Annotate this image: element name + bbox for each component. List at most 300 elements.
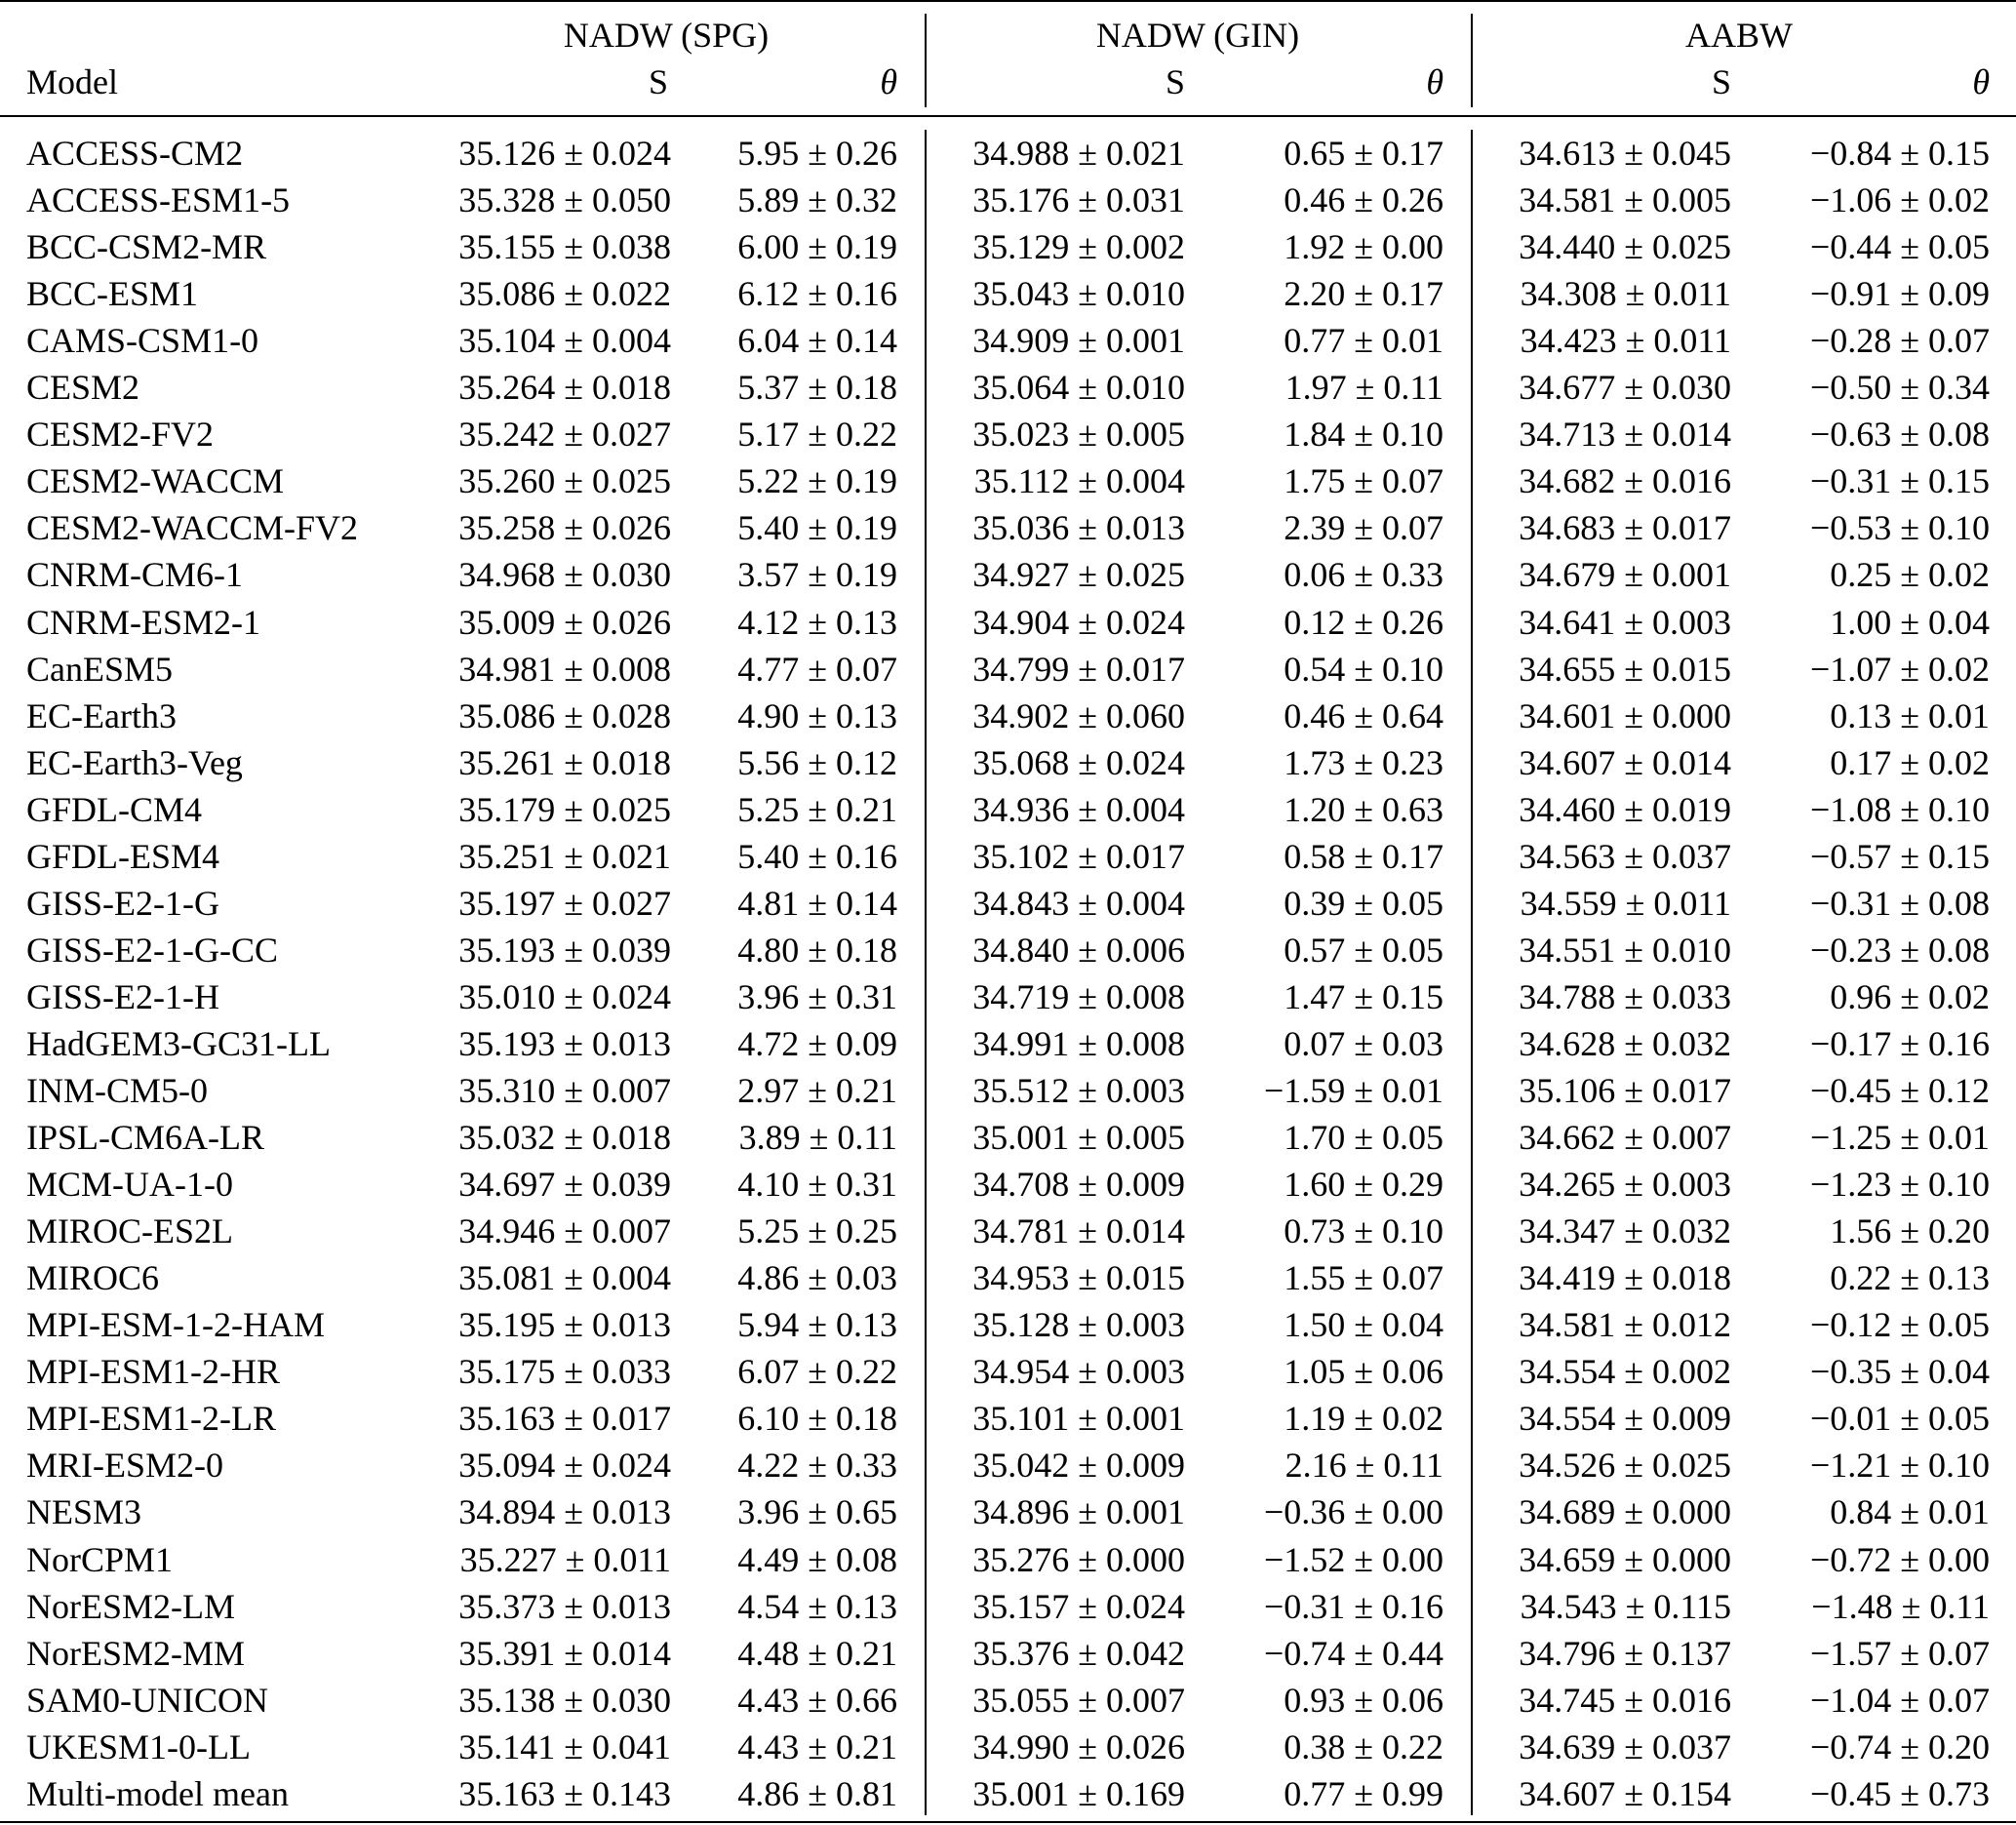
cell-theta-gin: 1.60 ± 0.29: [1284, 1165, 1443, 1205]
cell-theta-gin: 1.05 ± 0.06: [1284, 1352, 1443, 1392]
cell-theta-spg: 3.96 ± 0.31: [737, 976, 897, 1016]
cell-theta-aabw: −1.21 ± 0.10: [1809, 1446, 1990, 1486]
cell-s-aabw: 34.543 ± 0.115: [1520, 1586, 1731, 1626]
cell-theta-gin: 0.77 ± 0.01: [1284, 321, 1443, 361]
cell-theta-spg: 5.94 ± 0.13: [737, 1305, 897, 1345]
cell-s-aabw: 34.682 ± 0.016: [1519, 461, 1731, 501]
cell-s-aabw: 34.689 ± 0.000: [1519, 1492, 1731, 1532]
cell-s-spg: 35.193 ± 0.039: [458, 930, 671, 970]
cell-s-aabw: 34.679 ± 0.001: [1519, 555, 1731, 595]
cell-s-gin: 35.512 ± 0.003: [972, 1071, 1185, 1110]
cell-theta-aabw: −0.17 ± 0.16: [1809, 1023, 1990, 1063]
table-row: [0, 1726, 2016, 1776]
cell-s-gin: 35.102 ± 0.017: [972, 836, 1185, 876]
table-row: [0, 1260, 2016, 1307]
cell-theta-gin: 0.73 ± 0.10: [1284, 1211, 1443, 1251]
cell-theta-aabw: 0.96 ± 0.02: [1830, 976, 1990, 1016]
table-row: [0, 1494, 2016, 1541]
group-header-nadw-spg: NADW (SPG): [563, 16, 770, 55]
cell-s-aabw: 34.659 ± 0.000: [1519, 1539, 1731, 1579]
cell-model: ACCESS-CM2: [26, 134, 244, 173]
cell-s-gin: 35.023 ± 0.005: [972, 415, 1185, 455]
cell-s-aabw: 34.526 ± 0.025: [1519, 1446, 1731, 1486]
cell-theta-gin: 2.39 ± 0.07: [1284, 508, 1443, 548]
cell-theta-aabw: −1.04 ± 0.07: [1809, 1680, 1990, 1720]
table-row: [0, 1307, 2016, 1354]
table-row: [0, 1401, 2016, 1448]
cell-model: BCC-ESM1: [26, 274, 199, 314]
cell-theta-gin: 1.70 ± 0.05: [1284, 1118, 1443, 1158]
cell-model: CESM2: [26, 368, 140, 408]
cell-theta-spg: 5.40 ± 0.19: [737, 508, 897, 548]
cell-theta-aabw: 0.17 ± 0.02: [1830, 742, 1990, 782]
cell-model: CESM2-WACCM-FV2: [26, 508, 359, 548]
cell-s-spg: 35.197 ± 0.027: [458, 883, 671, 923]
cell-theta-gin: 0.93 ± 0.06: [1284, 1680, 1443, 1720]
cell-model: MIROC6: [26, 1258, 160, 1298]
table-row: [0, 695, 2016, 745]
cell-s-aabw: 34.677 ± 0.030: [1519, 368, 1731, 408]
cell-s-spg: 35.010 ± 0.024: [458, 976, 671, 1016]
cell-model: INM-CM5-0: [26, 1071, 208, 1110]
cell-s-aabw: 34.440 ± 0.025: [1519, 227, 1731, 267]
cell-theta-aabw: −0.53 ± 0.10: [1809, 508, 1990, 548]
cell-s-spg: 34.946 ± 0.007: [458, 1211, 671, 1251]
cell-s-spg: 35.242 ± 0.027: [458, 415, 671, 455]
cell-theta-spg: 5.95 ± 0.26: [737, 134, 897, 173]
cell-s-gin: 34.799 ± 0.017: [972, 649, 1185, 689]
cell-model: CanESM5: [26, 649, 174, 689]
cell-model: GFDL-ESM4: [26, 836, 220, 876]
cell-s-gin: 34.781 ± 0.014: [972, 1211, 1185, 1251]
column-separator-spg-gin-header: [925, 14, 927, 107]
cell-s-spg: 35.163 ± 0.017: [458, 1399, 671, 1439]
column-header-theta-aabw: θ: [1972, 62, 1990, 101]
cell-theta-aabw: −0.28 ± 0.07: [1809, 321, 1990, 361]
table-row: [0, 1167, 2016, 1213]
cell-model: CNRM-CM6-1: [26, 555, 244, 595]
cell-theta-aabw: 0.25 ± 0.02: [1830, 555, 1990, 595]
cell-theta-spg: 6.07 ± 0.22: [737, 1352, 897, 1392]
column-header-s-gin: S: [1165, 62, 1186, 101]
table-row: [0, 742, 2016, 792]
cell-theta-gin: −0.74 ± 0.44: [1263, 1633, 1443, 1673]
cell-s-aabw: 34.613 ± 0.045: [1519, 134, 1731, 173]
cell-s-aabw: 34.554 ± 0.009: [1519, 1399, 1731, 1439]
cell-s-spg: 34.894 ± 0.013: [458, 1492, 671, 1532]
cell-s-gin: 34.988 ± 0.021: [972, 134, 1185, 173]
cell-theta-spg: 4.54 ± 0.13: [737, 1586, 897, 1626]
cell-s-spg: 35.175 ± 0.033: [458, 1352, 671, 1392]
cell-theta-spg: 4.49 ± 0.08: [737, 1539, 897, 1579]
table-row: [0, 1773, 2016, 1823]
column-separator-gin-aabw-header: [1471, 14, 1473, 107]
table-row: [0, 883, 2016, 932]
cell-s-gin: 35.064 ± 0.010: [972, 368, 1185, 408]
table-row: [0, 510, 2016, 557]
cell-theta-aabw: −0.91 ± 0.09: [1809, 274, 1990, 314]
cell-s-spg: 35.193 ± 0.013: [458, 1023, 671, 1063]
cell-theta-aabw: 1.56 ± 0.20: [1830, 1211, 1990, 1251]
cell-theta-spg: 5.89 ± 0.32: [737, 180, 897, 220]
cell-model: MPI-ESM1-2-LR: [26, 1399, 277, 1439]
cell-s-spg: 35.373 ± 0.013: [458, 1586, 671, 1626]
cell-s-spg: 35.227 ± 0.011: [459, 1539, 671, 1579]
cell-model: GISS-E2-1-G: [26, 883, 219, 923]
cell-theta-gin: 1.20 ± 0.63: [1284, 789, 1443, 829]
cell-s-gin: 35.001 ± 0.169: [972, 1773, 1185, 1813]
table-row: [0, 1354, 2016, 1401]
column-header-s-aabw: S: [1711, 62, 1732, 101]
cell-s-gin: 35.101 ± 0.001: [972, 1399, 1185, 1439]
cell-s-aabw: 34.655 ± 0.015: [1519, 649, 1731, 689]
table-row: [0, 276, 2016, 323]
cell-model: MRI-ESM2-0: [26, 1446, 224, 1486]
cell-model: BCC-CSM2-MR: [26, 227, 267, 267]
cell-theta-spg: 2.97 ± 0.21: [737, 1071, 897, 1110]
cell-s-spg: 35.141 ± 0.041: [458, 1726, 671, 1766]
cell-model: CESM2-WACCM: [26, 461, 285, 501]
cell-s-spg: 35.264 ± 0.018: [458, 368, 671, 408]
cell-s-aabw: 34.683 ± 0.017: [1519, 508, 1731, 548]
cell-s-aabw: 34.265 ± 0.003: [1519, 1165, 1731, 1205]
cell-theta-spg: 4.72 ± 0.09: [737, 1023, 897, 1063]
cell-theta-spg: 4.77 ± 0.07: [737, 649, 897, 689]
table-row: [0, 1448, 2016, 1494]
cell-theta-aabw: 0.13 ± 0.01: [1830, 695, 1990, 735]
cell-s-spg: 34.968 ± 0.030: [458, 555, 671, 595]
cell-theta-aabw: −0.63 ± 0.08: [1809, 415, 1990, 455]
cell-s-spg: 35.310 ± 0.007: [458, 1071, 671, 1110]
cell-theta-spg: 6.04 ± 0.14: [737, 321, 897, 361]
table-row: [0, 1073, 2016, 1120]
cell-theta-spg: 5.37 ± 0.18: [737, 368, 897, 408]
cell-s-aabw: 34.745 ± 0.016: [1519, 1680, 1731, 1720]
cell-model: NorESM2-LM: [26, 1586, 235, 1626]
cell-s-spg: 35.260 ± 0.025: [458, 461, 671, 501]
cell-theta-spg: 3.89 ± 0.11: [738, 1118, 897, 1158]
cell-model: IPSL-CM6A-LR: [26, 1118, 265, 1158]
cell-theta-gin: 0.39 ± 0.05: [1284, 883, 1443, 923]
cell-theta-gin: −1.59 ± 0.01: [1263, 1071, 1443, 1110]
cell-theta-aabw: −0.23 ± 0.08: [1809, 930, 1990, 970]
table-row: [0, 1586, 2016, 1636]
cell-theta-spg: 4.43 ± 0.66: [737, 1680, 897, 1720]
cell-theta-aabw: −0.57 ± 0.15: [1809, 836, 1990, 876]
cell-theta-gin: 1.73 ± 0.23: [1284, 742, 1443, 782]
cell-s-spg: 35.328 ± 0.050: [458, 180, 671, 220]
cell-s-aabw: 34.460 ± 0.019: [1519, 789, 1731, 829]
cell-s-aabw: 34.639 ± 0.037: [1519, 1726, 1731, 1766]
cell-s-spg: 35.195 ± 0.013: [458, 1305, 671, 1345]
cell-s-aabw: 34.581 ± 0.012: [1519, 1305, 1731, 1345]
cell-theta-gin: 0.46 ± 0.26: [1284, 180, 1443, 220]
cell-s-gin: 35.112 ± 0.004: [973, 461, 1185, 501]
cell-s-gin: 35.036 ± 0.013: [972, 508, 1185, 548]
cell-s-gin: 34.954 ± 0.003: [972, 1352, 1185, 1392]
cell-s-gin: 35.276 ± 0.000: [972, 1539, 1185, 1579]
cell-theta-spg: 4.12 ± 0.13: [737, 602, 897, 642]
cell-s-aabw: 34.347 ± 0.032: [1519, 1211, 1731, 1251]
cell-s-gin: 35.176 ± 0.031: [972, 180, 1185, 220]
cell-theta-aabw: −1.23 ± 0.10: [1809, 1165, 1990, 1205]
cell-model: MIROC-ES2L: [26, 1211, 234, 1251]
header-rule: [0, 115, 2016, 117]
cell-theta-aabw: −0.84 ± 0.15: [1809, 134, 1990, 173]
cell-theta-gin: 0.46 ± 0.64: [1284, 695, 1443, 735]
cell-s-spg: 35.391 ± 0.014: [458, 1633, 671, 1673]
cell-theta-gin: 1.50 ± 0.04: [1284, 1305, 1443, 1345]
table-row: [0, 1680, 2016, 1729]
table-row: [0, 1023, 2016, 1073]
cell-s-gin: 35.157 ± 0.024: [972, 1586, 1185, 1626]
cell-theta-gin: 2.20 ± 0.17: [1284, 274, 1443, 314]
cell-s-aabw: 34.563 ± 0.037: [1519, 836, 1731, 876]
cell-theta-aabw: 0.84 ± 0.01: [1830, 1492, 1990, 1532]
cell-theta-aabw: −0.35 ± 0.04: [1809, 1352, 1990, 1392]
cell-theta-gin: 1.19 ± 0.02: [1284, 1399, 1443, 1439]
cell-s-aabw: 34.308 ± 0.011: [1520, 274, 1731, 314]
cell-s-gin: 34.719 ± 0.008: [972, 976, 1185, 1016]
cell-theta-spg: 4.22 ± 0.33: [737, 1446, 897, 1486]
cell-theta-gin: 0.57 ± 0.05: [1284, 930, 1443, 970]
cell-theta-spg: 4.48 ± 0.21: [737, 1633, 897, 1673]
cell-s-gin: 34.991 ± 0.008: [972, 1023, 1185, 1063]
cell-s-aabw: 34.423 ± 0.011: [1520, 321, 1731, 361]
cell-theta-aabw: 1.00 ± 0.04: [1830, 602, 1990, 642]
cell-model: CAMS-CSM1-0: [26, 321, 259, 361]
cell-theta-spg: 5.22 ± 0.19: [737, 461, 897, 501]
cell-s-gin: 34.843 ± 0.004: [972, 883, 1185, 923]
cell-s-spg: 34.981 ± 0.008: [458, 649, 671, 689]
cell-s-aabw: 34.607 ± 0.014: [1519, 742, 1731, 782]
cell-s-aabw: 34.788 ± 0.033: [1519, 976, 1731, 1016]
table-row: [0, 557, 2016, 604]
cell-s-gin: 35.055 ± 0.007: [972, 1680, 1185, 1720]
cell-theta-aabw: −1.07 ± 0.02: [1809, 649, 1990, 689]
cell-s-aabw: 34.559 ± 0.011: [1520, 883, 1731, 923]
cell-s-spg: 35.086 ± 0.028: [458, 695, 671, 735]
cell-model: NorCPM1: [26, 1539, 174, 1579]
table-row: [0, 649, 2016, 698]
cell-s-spg: 35.126 ± 0.024: [458, 134, 671, 173]
cell-theta-gin: 1.55 ± 0.07: [1284, 1258, 1443, 1298]
cell-theta-gin: 0.58 ± 0.17: [1284, 836, 1443, 876]
cell-s-aabw: 34.607 ± 0.154: [1519, 1773, 1731, 1813]
cell-theta-aabw: −0.12 ± 0.05: [1809, 1305, 1990, 1345]
table-row: [0, 463, 2016, 510]
cell-theta-spg: 5.25 ± 0.25: [737, 1211, 897, 1251]
cell-s-spg: 35.251 ± 0.021: [458, 836, 671, 876]
cell-theta-spg: 5.17 ± 0.22: [737, 415, 897, 455]
cell-theta-gin: 0.38 ± 0.22: [1284, 1726, 1443, 1766]
cell-s-gin: 34.902 ± 0.060: [972, 695, 1185, 735]
cell-s-gin: 34.904 ± 0.024: [972, 602, 1185, 642]
table-row: [0, 417, 2016, 463]
cell-theta-spg: 3.57 ± 0.19: [737, 555, 897, 595]
cell-s-aabw: 34.554 ± 0.002: [1519, 1352, 1731, 1392]
table-row: [0, 932, 2016, 979]
cell-theta-gin: 0.07 ± 0.03: [1284, 1023, 1443, 1063]
cell-model: UKESM1-0-LL: [26, 1726, 251, 1766]
cell-theta-aabw: −0.72 ± 0.00: [1809, 1539, 1990, 1579]
column-header-model: Model: [26, 62, 118, 101]
cell-theta-spg: 5.40 ± 0.16: [737, 836, 897, 876]
cell-theta-aabw: −0.74 ± 0.20: [1809, 1726, 1990, 1766]
cell-theta-gin: 2.16 ± 0.11: [1285, 1446, 1443, 1486]
cell-s-spg: 35.155 ± 0.038: [458, 227, 671, 267]
cell-model: CESM2-FV2: [26, 415, 215, 455]
cell-s-spg: 35.086 ± 0.022: [458, 274, 671, 314]
cell-s-aabw: 34.419 ± 0.018: [1519, 1258, 1731, 1298]
cell-s-aabw: 34.796 ± 0.137: [1519, 1633, 1731, 1673]
cell-s-gin: 35.129 ± 0.002: [972, 227, 1185, 267]
column-header-theta-gin: θ: [1426, 62, 1443, 101]
cell-theta-gin: 0.12 ± 0.26: [1284, 602, 1443, 642]
cell-s-gin: 35.043 ± 0.010: [972, 274, 1185, 314]
cell-s-spg: 35.261 ± 0.018: [458, 742, 671, 782]
cell-theta-gin: −1.52 ± 0.00: [1263, 1539, 1443, 1579]
cell-theta-aabw: −1.48 ± 0.11: [1811, 1586, 1990, 1626]
table-row: [0, 836, 2016, 886]
cell-theta-aabw: −0.45 ± 0.12: [1809, 1071, 1990, 1110]
cell-theta-spg: 4.10 ± 0.31: [737, 1165, 897, 1205]
cell-model: ACCESS-ESM1-5: [26, 180, 291, 220]
cell-theta-aabw: −0.31 ± 0.08: [1809, 883, 1990, 923]
group-header-nadw-gin: NADW (GIN): [1095, 16, 1300, 55]
cell-s-gin: 35.376 ± 0.042: [972, 1633, 1185, 1673]
cell-s-spg: 35.032 ± 0.018: [458, 1118, 671, 1158]
cell-s-spg: 35.009 ± 0.026: [458, 602, 671, 642]
cell-s-spg: 34.697 ± 0.039: [458, 1165, 671, 1205]
cell-s-aabw: 34.713 ± 0.014: [1519, 415, 1731, 455]
table-row: [0, 1120, 2016, 1167]
cell-s-gin: 35.001 ± 0.005: [972, 1118, 1185, 1158]
cell-theta-gin: 1.84 ± 0.10: [1284, 415, 1443, 455]
cell-s-gin: 34.909 ± 0.001: [972, 321, 1185, 361]
cell-s-aabw: 35.106 ± 0.017: [1519, 1071, 1731, 1110]
cell-theta-spg: 4.86 ± 0.03: [737, 1258, 897, 1298]
cell-theta-gin: 0.54 ± 0.10: [1284, 649, 1443, 689]
cell-theta-aabw: −0.31 ± 0.15: [1809, 461, 1990, 501]
cell-theta-spg: 4.90 ± 0.13: [737, 695, 897, 735]
table-row: [0, 136, 2016, 182]
column-header-theta-spg: θ: [880, 62, 897, 101]
cell-theta-gin: 0.06 ± 0.33: [1284, 555, 1443, 595]
table-row: [0, 182, 2016, 229]
cell-theta-gin: 0.65 ± 0.17: [1284, 134, 1443, 173]
cell-theta-spg: 6.00 ± 0.19: [737, 227, 897, 267]
cell-theta-aabw: −0.44 ± 0.05: [1809, 227, 1990, 267]
cell-theta-aabw: −1.25 ± 0.01: [1809, 1118, 1990, 1158]
cell-s-gin: 34.708 ± 0.009: [972, 1165, 1185, 1205]
cell-theta-spg: 4.81 ± 0.14: [737, 883, 897, 923]
cell-s-gin: 34.840 ± 0.006: [972, 930, 1185, 970]
cell-s-aabw: 34.601 ± 0.000: [1519, 695, 1731, 735]
cell-s-gin: 34.936 ± 0.004: [972, 789, 1185, 829]
cell-s-gin: 34.896 ± 0.001: [972, 1492, 1185, 1532]
cell-theta-spg: 5.25 ± 0.21: [737, 789, 897, 829]
table-row: [0, 1539, 2016, 1589]
cell-model: NorESM2-MM: [26, 1633, 246, 1673]
cell-s-spg: 35.081 ± 0.004: [458, 1258, 671, 1298]
cell-s-gin: 35.068 ± 0.024: [972, 742, 1185, 782]
cell-theta-aabw: −0.01 ± 0.05: [1809, 1399, 1990, 1439]
cell-model: EC-Earth3-Veg: [26, 742, 243, 782]
cell-theta-aabw: −1.08 ± 0.10: [1809, 789, 1990, 829]
cell-s-spg: 35.138 ± 0.030: [458, 1680, 671, 1720]
cell-theta-gin: 0.77 ± 0.99: [1284, 1773, 1443, 1813]
cell-theta-aabw: −0.50 ± 0.34: [1809, 368, 1990, 408]
cell-s-spg: 35.163 ± 0.143: [458, 1773, 671, 1813]
cell-model: EC-Earth3: [26, 695, 177, 735]
group-header-aabw: AABW: [1685, 16, 1793, 55]
cell-theta-gin: −0.36 ± 0.00: [1263, 1492, 1443, 1532]
cell-s-aabw: 34.628 ± 0.032: [1519, 1023, 1731, 1063]
cell-model: MPI-ESM-1-2-HAM: [26, 1305, 325, 1345]
cell-s-spg: 35.258 ± 0.026: [458, 508, 671, 548]
cell-s-gin: 35.042 ± 0.009: [972, 1446, 1185, 1486]
cell-s-aabw: 34.662 ± 0.007: [1519, 1118, 1731, 1158]
cell-model: MPI-ESM1-2-HR: [26, 1352, 281, 1392]
cell-s-gin: 34.953 ± 0.015: [972, 1258, 1185, 1298]
cell-theta-aabw: 0.22 ± 0.13: [1830, 1258, 1990, 1298]
table-row: [0, 323, 2016, 370]
cell-s-gin: 34.990 ± 0.026: [972, 1726, 1185, 1766]
cell-s-spg: 35.179 ± 0.025: [458, 789, 671, 829]
cell-theta-spg: 4.86 ± 0.81: [737, 1773, 897, 1813]
cell-s-aabw: 34.551 ± 0.010: [1519, 930, 1731, 970]
cell-theta-aabw: −1.57 ± 0.07: [1809, 1633, 1990, 1673]
cell-model: GFDL-CM4: [26, 789, 203, 829]
table-row: [0, 789, 2016, 839]
cell-s-spg: 35.094 ± 0.024: [458, 1446, 671, 1486]
cell-model: Multi-model mean: [26, 1773, 289, 1813]
column-header-s-spg: S: [648, 62, 669, 101]
cell-theta-spg: 6.12 ± 0.16: [737, 274, 897, 314]
cell-s-aabw: 34.641 ± 0.003: [1519, 602, 1731, 642]
cell-theta-spg: 6.10 ± 0.18: [737, 1399, 897, 1439]
cell-model: CNRM-ESM2-1: [26, 602, 261, 642]
cell-s-aabw: 34.581 ± 0.005: [1519, 180, 1731, 220]
cell-theta-spg: 4.43 ± 0.21: [737, 1726, 897, 1766]
cell-s-spg: 35.104 ± 0.004: [458, 321, 671, 361]
cell-theta-spg: 5.56 ± 0.12: [737, 742, 897, 782]
cell-theta-gin: −0.31 ± 0.16: [1263, 1586, 1443, 1626]
cell-s-gin: 35.128 ± 0.003: [972, 1305, 1185, 1345]
table-row: [0, 370, 2016, 417]
cell-theta-gin: 1.47 ± 0.15: [1284, 976, 1443, 1016]
cell-theta-gin: 1.97 ± 0.11: [1285, 368, 1443, 408]
cell-theta-aabw: −0.45 ± 0.73: [1809, 1773, 1990, 1813]
table-row: [0, 976, 2016, 1026]
cell-theta-spg: 3.96 ± 0.65: [737, 1492, 897, 1532]
cell-model: GISS-E2-1-H: [26, 976, 219, 1016]
cell-model: GISS-E2-1-G-CC: [26, 930, 278, 970]
table-row: [0, 1633, 2016, 1683]
cell-model: SAM0-UNICON: [26, 1680, 269, 1720]
cell-theta-gin: 1.92 ± 0.00: [1284, 227, 1443, 267]
cell-model: HadGEM3-GC31-LL: [26, 1023, 331, 1063]
table-row: [0, 1213, 2016, 1260]
cell-model: NESM3: [26, 1492, 142, 1532]
cell-model: MCM-UA-1-0: [26, 1165, 233, 1205]
cell-theta-aabw: −1.06 ± 0.02: [1809, 180, 1990, 220]
top-rule: [0, 0, 2016, 2]
cell-theta-spg: 4.80 ± 0.18: [737, 930, 897, 970]
table-row: [0, 229, 2016, 276]
cell-theta-gin: 1.75 ± 0.07: [1284, 461, 1443, 501]
